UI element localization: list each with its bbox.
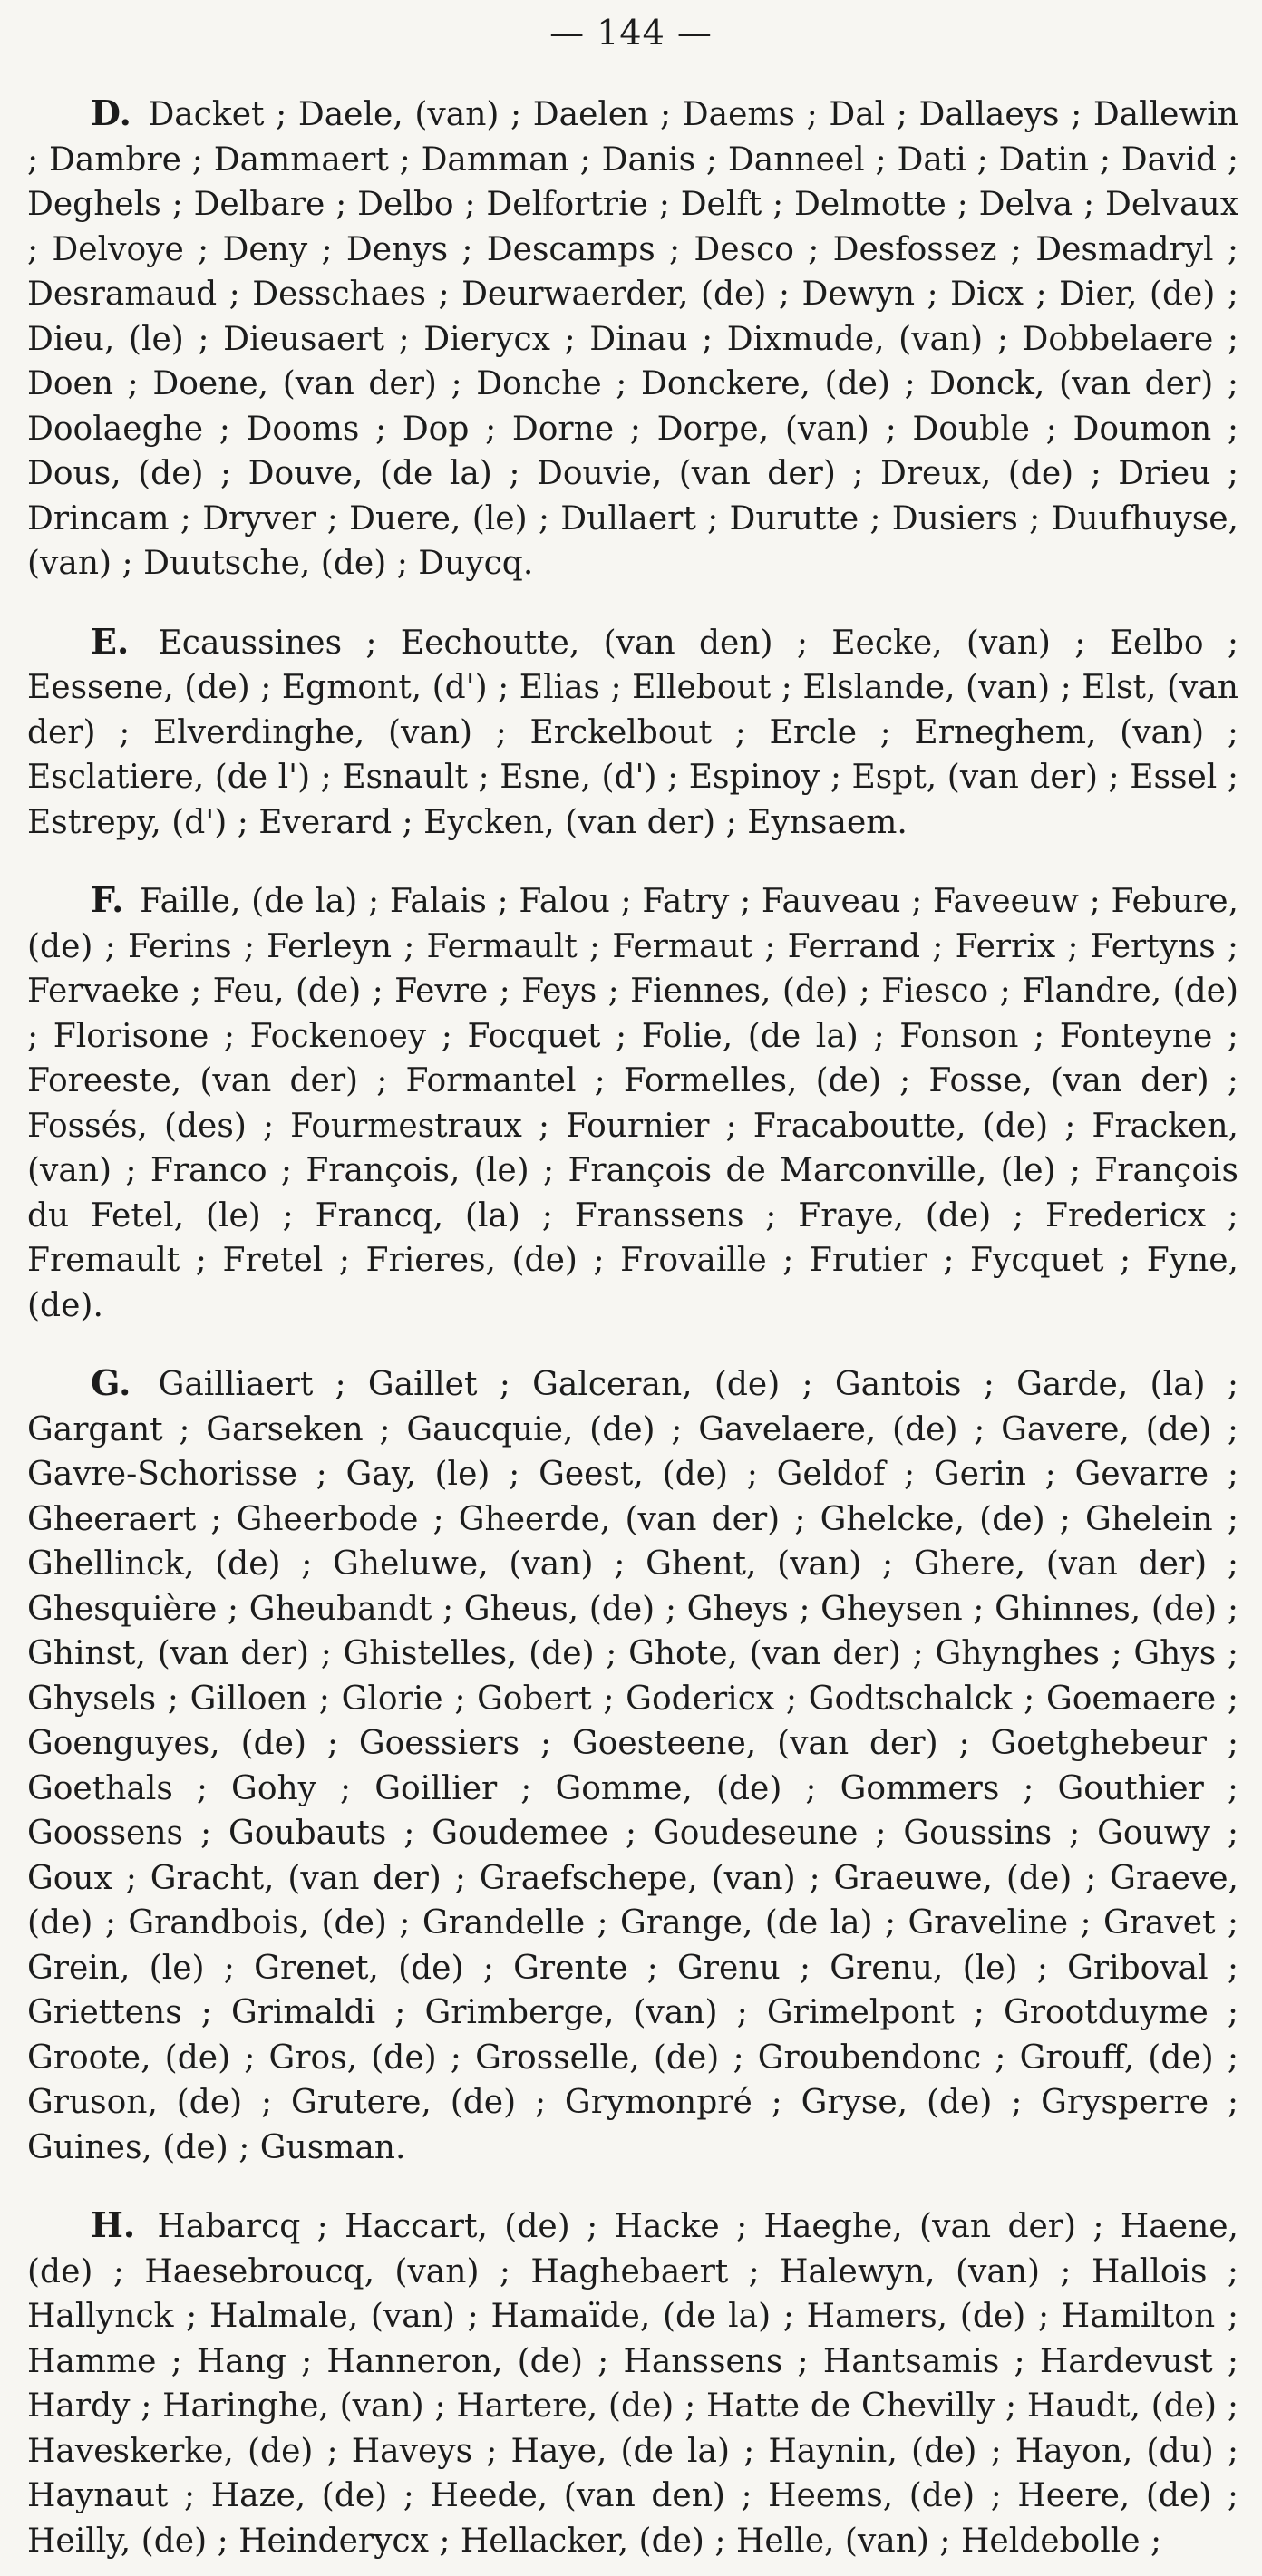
section-text: Faille, (de la) ; Falais ; Falou ; Fatry ; Fauveau ; Faveeuw ; Febure, (de) ; Ferins ; Ferleyn ; Fermault ; Fermaut ; Ferrand ; Ferrix ; Fertyns ; Fervaeke ; Feu, (de) ; Fevre ; Feys ; Fiennes, (de) ; Fiesco ; Flandre, (de) ; Florisone ; Fockenoey ; Focquet ; Folie, (de la) ; Fonson ; Fonteyne ; Foreeste, (van der) ; Formantel ; Formelles, (de) ; Fosse, (van der) ; Fossés, (des) ; Fourmestraux ; Fournier ; Fracaboutte, (de) ; Fracken, (van) ; Franco ; François, (le) ; François de Marconville, (le) ; François du Fetel, (le) ; Francq, (la) ; Franssens ; Fraye, (de) ; Fredericx ; Fremault ; Fretel ; Frieres, (de) ; Frovaille ; Frutier ; Fycquet ; Fyne, (de).: [27, 883, 1238, 1324]
section-letter: G.: [91, 1362, 131, 1403]
section-text: Dacket ; Daele, (van) ; Daelen ; Daems ; Dal ; Dallaeys ; Dallewin ; Dambre ; Dammaert ; Damman ; Danis ; Danneel ; Dati ; Datin ; David ; Deghels ; Delbare ; Delbo ; Delfortrie ; Delft ; Delmotte ; Delva ; Delvaux ; Delvoye ; Deny ; Denys ; Descamps ; Desco ; Desfossez ; Desmadryl ; Desramaud ; Desschaes ; Deurwaerder, (de) ; Dewyn ; Dicx ; Dier, (de) ; Dieu, (le) ; Dieusaert ; Dierycx ; Dinau ; Dixmude, (van) ; Dobbelaere ; Doen ; Doene, (van der) ; Donche ; Donckere, (de) ; Donck, (van der) ; Doolaeghe ; Dooms ; Dop ; Dorne ; Dorpe, (van) ; Double ; Doumon ; Dous, (de) ; Douve, (de la) ; Douvie, (van der) ; Dreux, (de) ; Drieu ; Drincam ; Dryver ; Duere, (le) ; Dullaert ; Durutte ; Dusiers ; Duufhuyse, (van) ; Duutsche, (de) ; Duycq.: [27, 96, 1238, 582]
section-e: [27, 619, 1238, 846]
section-d: [27, 91, 1238, 586]
section-h: [27, 2203, 1238, 2563]
name-index: [27, 91, 1238, 2576]
section-g: [27, 1361, 1238, 2170]
page-number: — 144 —: [549, 13, 713, 53]
section-text: Ecaussines ; Eechoutte, (van den) ; Eecke, (van) ; Eelbo ; Eessene, (de) ; Egmont, (d') ; Elias ; Ellebout ; Elslande, (van) ; Elst, (van der) ; Elverdinghe, (van) ; Erckelbout ; Ercle ; Erneghem, (van) ; Esclatiere, (de l') ; Esnault ; Esne, (d') ; Espinoy ; Espt, (van der) ; Essel ; Estrepy, (d') ; Everard ; Eycken, (van der) ; Eynsaem.: [27, 624, 1238, 841]
section-text: Habarcq ; Haccart, (de) ; Hacke ; Haeghe, (van der) ; Haene, (de) ; Haesebroucq, (van) ; Haghebaert ; Halewyn, (van) ; Hallois ; Hallynck ; Halmale, (van) ; Hamaïde, (de la) ; Hamers, (de) ; Hamilton ; Hamme ; Hang ; Hanneron, (de) ; Hanssens ; Hantsamis ; Hardevust ; Hardy ; Haringhe, (van) ; Hartere, (de) ; Hatte de Chevilly ; Haudt, (de) ; Haveskerke, (de) ; Haveys ; Haye, (de la) ; Haynin, (de) ; Hayon, (du) ; Haynaut ; Haze, (de) ; Heede, (van den) ; Heems, (de) ; Heere, (de) ; Heilly, (de) ; Heinderycx ; Hellacker, (de) ; Helle, (van) ; Heldebolle ;: [27, 2208, 1238, 2560]
section-letter: F.: [91, 879, 124, 920]
section-letter: E.: [91, 620, 130, 662]
section-letter: D.: [91, 92, 131, 133]
section-text: Gailliaert ; Gaillet ; Galceran, (de) ; Gantois ; Garde, (la) ; Gargant ; Garseken ; Gaucquie, (de) ; Gavelaere, (de) ; Gavere, (de) ; Gavre-Schorisse ; Gay, (le) ; Geest, (de) ; Geldof ; Gerin ; Gevarre ; Gheeraert ; Gheerbode ; Gheerde, (van der) ; Ghelcke, (de) ; Ghelein ; Ghellinck, (de) ; Gheluwe, (van) ; Ghent, (van) ; Ghere, (van der) ; Ghesquière ; Gheubandt ; Gheus, (de) ; Gheys ; Gheysen ; Ghinnes, (de) ; Ghinst, (van der) ; Ghistelles, (de) ; Ghote, (van der) ; Ghynghes ; Ghys ; Ghysels ; Gilloen ; Glorie ; Gobert ; Godericx ; Godtschalck ; Goemaere ; Goenguyes, (de) ; Goessiers ; Goesteene, (van der) ; Goetghebeur ; Goethals ; Gohy ; Goillier ; Gomme, (de) ; Gommers ; Gouthier ; Goossens ; Goubauts ; Goudemee ; Goudeseune ; Goussins ; Gouwy ; Goux ; Gracht, (van der) ; Graefschepe, (van) ; Graeuwe, (de) ; Graeve, (de) ; Grandbois, (de) ; Grandelle ; Grange, (de la) ; Graveline ; Gravet ; Grein, (le) ; Grenet, (de) ; Grente ; Grenu ; Grenu, (le) ; Griboval ; Griettens ; Grimaldi ; Grimberge, (van) ; Grimelpont ; Grootduyme ; Groote, (de) ; Gros, (de) ; Grosselle, (de) ; Groubendonc ; Grouff, (de) ; Gruson, (de) ; Grutere, (de) ; Grymonpré ; Gryse, (de) ; Grysperre ; Guines, (de) ; Gusman.: [27, 1366, 1238, 2166]
section-letter: H.: [91, 2204, 136, 2245]
section-f: [27, 877, 1238, 1328]
